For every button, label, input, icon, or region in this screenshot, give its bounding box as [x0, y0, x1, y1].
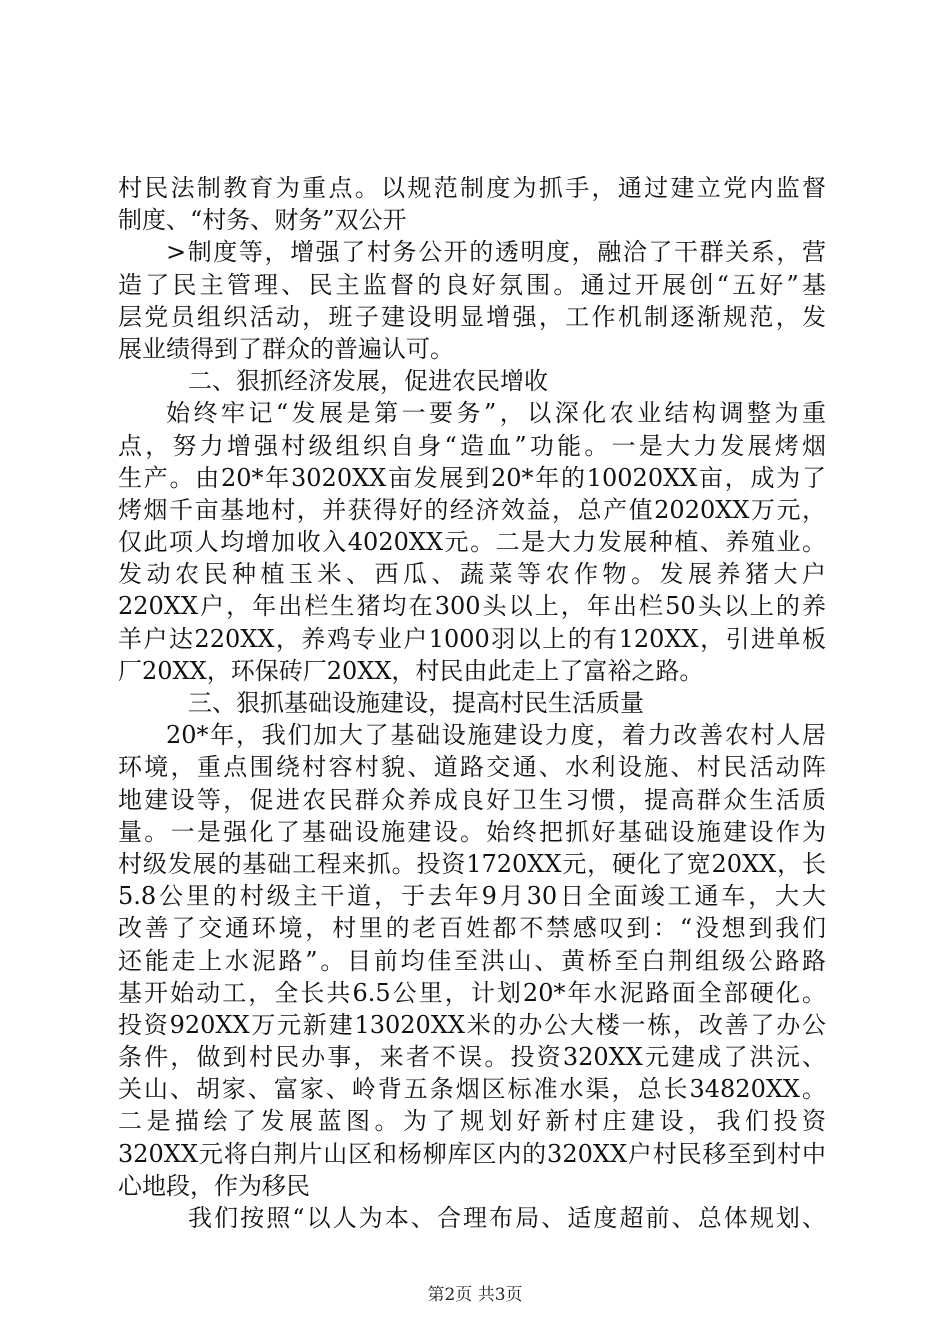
text-line: 发动农民种植玉米、西瓜、蔬菜等农作物。发展养猪大户 — [118, 560, 826, 589]
text-line: 220XX户，年出栏生猪均在300头以上，年出栏50头以上的养 — [118, 592, 826, 621]
text-line: 环境，重点围绕村容村貌、道路交通、水利设施、村民活动阵 — [118, 753, 826, 782]
text-line: 关山、胡家、富家、岭背五条烟区标准水渠，总长34820XX。 — [118, 1075, 826, 1104]
text-line: 还能走上水泥路”。目前均佳至洪山、黄桥至白荆组级公路路 — [118, 946, 826, 975]
text-line: 20*年，我们加大了基础设施建设力度，着力改善农村人居 — [166, 721, 826, 750]
text-line: 厂20XX，环保砖厂20XX，村民由此走上了富裕之路。 — [118, 656, 704, 685]
text-line: 展业绩得到了群众的普遍认可。 — [118, 334, 454, 363]
text-line: 羊户达220XX，养鸡专业户1000羽以上的有120XX，引进单板 — [118, 624, 826, 653]
text-line: >制度等，增强了村务公开的透明度，融洽了干群关系，营 — [166, 238, 826, 267]
text-line: 我们按照“以人为本、合理布局、适度超前、总体规划、 — [188, 1204, 826, 1232]
text-line: 量。一是强化了基础设施建设。始终把抓好基础设施建设作为 — [118, 817, 826, 846]
text-line: 三、狠抓基础设施建设，提高村民生活质量 — [188, 689, 644, 717]
text-line: 村级发展的基础工程来抓。投资1720XX元，硬化了宽20XX，长 — [118, 849, 826, 878]
text-line: 造了民主管理、民主监督的良好氛围。通过开展创“五好”基 — [118, 270, 826, 299]
text-line: 层党员组织活动，班子建设明显增强，工作机制逐渐规范，发 — [118, 302, 826, 331]
text-line: 制度、“村务、财务”双公开 — [118, 206, 407, 235]
text-line: 生产。由20*年3020XX亩发展到20*年的10020XX亩，成为了 — [118, 463, 826, 492]
page-footer: 第2页 共3页 — [427, 1285, 523, 1305]
text-line: 320XX元将白荆片山区和杨柳库区内的320XX户村民移至到村中 — [118, 1139, 826, 1168]
text-line: 改善了交通环境，村里的老百姓都不禁感叹到：“没想到我们 — [118, 914, 826, 943]
text-line: 点，努力增强村级组织自身“造血”功能。一是大力发展烤烟 — [118, 431, 826, 460]
text-line: 条件，做到村民办事，来者不误。投资320XX元建成了洪沅、 — [118, 1043, 826, 1072]
text-line: 投资920XX万元新建13020XX米的办公大楼一栋，改善了办公 — [118, 1010, 826, 1039]
text-line: 基开始动工，全长共6.5公里，计划20*年水泥路面全部硬化。 — [118, 978, 826, 1007]
body-text — [118, 172, 826, 1234]
text-line: 烤烟千亩基地村，并获得好的经济效益，总产值2020XX万元， — [118, 495, 826, 524]
text-line: 仅此项人均增加收入4020XX元。二是大力发展种植、养殖业。 — [118, 528, 826, 557]
text-line: 心地段，作为移民 — [118, 1171, 310, 1200]
text-line: 5.8公里的村级主干道，于去年9月30日全面竣工通车，大大 — [118, 882, 826, 911]
text-line: 村民法制教育为重点。以规范制度为抓手，通过建立党内监督 — [118, 174, 826, 202]
text-line: 始终牢记“发展是第一要务”，以深化农业结构调整为重 — [166, 399, 826, 428]
text-line: 二是描绘了发展蓝图。为了规划好新村庄建设，我们投资 — [118, 1107, 826, 1136]
text-line: 二、狠抓经济发展，促进农民增收 — [188, 367, 548, 396]
text-line: 地建设等，促进农民群众养成良好卫生习惯，提高群众生活质 — [118, 785, 826, 814]
